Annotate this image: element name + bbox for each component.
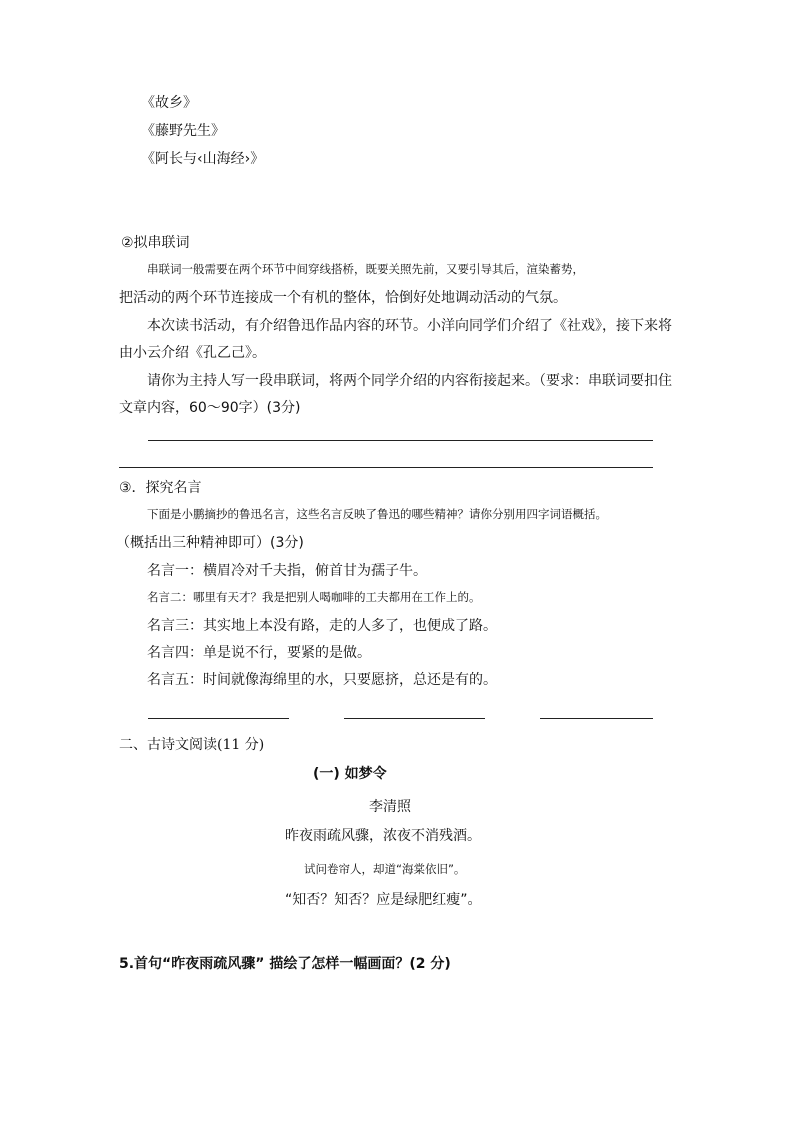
paragraph-line: 串联词一般需要在两个环节中间穿线搭桥，既要关照先前，又要引导其后，渲染蓄势，	[147, 262, 584, 276]
work-title-tengye: 《藤野先生》	[141, 123, 225, 139]
poem-title: (一) 如梦令	[313, 766, 387, 782]
work-title-guxiang: 《故乡》	[141, 95, 197, 111]
answer-line[interactable]	[119, 467, 653, 468]
section-heading-link-words: ②拟串联词	[121, 235, 190, 251]
paragraph-line: 把活动的两个环节连接成一个有机的整体，恰倒好处地调动活动的气氛。	[119, 290, 567, 306]
answer-blank[interactable]	[148, 718, 289, 719]
paragraph-line: 请你为主持人写一段串联词，将两个同学介绍的内容衔接起来。（要求：串联词要扣住	[147, 373, 672, 389]
question-5: 5.首句“昨夜雨疏风骤” 描绘了怎样一幅画面？(2 分)	[119, 956, 451, 972]
paragraph-line: 由小云介绍《孔乙己》。	[119, 345, 266, 361]
quote-line: 名言二：哪里有天才？我是把别人喝咖啡的工夫都用在工作上的。	[147, 590, 481, 604]
answer-blank[interactable]	[540, 718, 653, 719]
poem-author: 李清照	[369, 799, 411, 815]
paragraph-line: 本次读书活动，有介绍鲁迅作品内容的环节。小洋向同学们介绍了《社戏》，接下来将	[147, 318, 672, 334]
work-title-achang: 《阿长与‹山海经›》	[141, 151, 265, 167]
part-heading-classical-reading: 二、古诗文阅读(11 分)	[119, 737, 265, 753]
paragraph-line: 下面是小鹏摘抄的鲁迅名言，这些名言反映了鲁迅的哪些精神？请你分别用四字词语概括。	[147, 507, 607, 521]
quote-line: 名言一：横眉冷对千夫指，俯首甘为孺子牛。	[147, 563, 427, 579]
paragraph-line: （概括出三种精神即可）(3分)	[116, 535, 304, 551]
paragraph-line: 文章内容，60～90字）(3分)	[119, 400, 301, 416]
quote-line: 名言四：单是说不行，要紧的是做。	[147, 645, 371, 661]
quote-line: 名言三：其实地上本没有路，走的人多了，也便成了路。	[147, 618, 497, 634]
poem-line: “知否？知否？应是绿肥红瘦”。	[285, 892, 482, 908]
poem-line: 昨夜雨疏风骤，浓夜不消残酒。	[285, 828, 481, 844]
quote-line: 名言五：时间就像海绵里的水，只要愿挤，总还是有的。	[147, 672, 497, 688]
answer-line[interactable]	[148, 440, 653, 441]
section-heading-quotes: ③．探究名言	[119, 480, 202, 496]
answer-blank[interactable]	[344, 718, 485, 719]
poem-line: 试问卷帘人，却道“海棠依旧”。	[304, 862, 466, 876]
